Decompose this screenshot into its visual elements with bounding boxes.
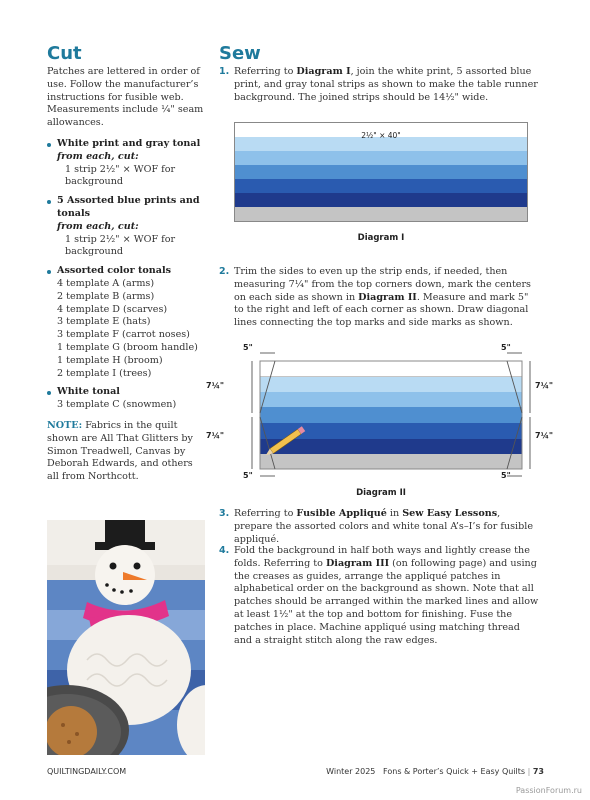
- cut-group-white: [47, 138, 207, 189]
- cut-line: 1 strip 2½" × WOF for background: [65, 233, 176, 258]
- step-4: [219, 545, 539, 647]
- watermark: PassionForum.ru: [515, 786, 582, 795]
- diagram-1-strip: [235, 179, 527, 193]
- cut-group-white-tonal: [47, 386, 207, 412]
- quilt-photo: [47, 520, 205, 755]
- dim-right-lower: 7¼": [535, 431, 554, 440]
- diagram-1-strip: [235, 151, 527, 165]
- dim-left-upper: 7¼": [206, 381, 225, 390]
- dim-right-upper: 7¼": [535, 381, 554, 390]
- step-number: 4.: [219, 545, 230, 556]
- cut-line: 2 template I (trees): [57, 367, 152, 379]
- dim-top-left: 5": [243, 343, 253, 352]
- cut-line: 4 template D (scarves): [57, 303, 168, 315]
- step-ref: Diagram I: [296, 66, 351, 77]
- dim-left-lower: 7¼": [206, 431, 225, 440]
- step-text: in: [386, 508, 403, 519]
- cut-line: 2 template B (arms): [57, 290, 155, 302]
- step-text: , prepare the assorted colors and white tonal A’s–I’s for fusible appliqué.: [234, 508, 533, 545]
- step-3: [219, 508, 539, 546]
- cut-line: 3 template E (hats): [57, 316, 151, 328]
- diagram-1-strip: [235, 207, 527, 221]
- step-text: Referring to: [234, 508, 297, 519]
- cut-group-sub: from each, cut:: [57, 150, 139, 162]
- step-number: 2.: [219, 266, 230, 277]
- footer-site: QUILTINGDAILY.COM: [47, 767, 127, 776]
- cut-group-blue: [47, 195, 207, 259]
- footer-page-number: 73: [532, 767, 544, 776]
- fabric-note: [47, 420, 207, 484]
- footer-magazine: Fons & Porter’s Quick + Easy Quilts: [383, 767, 526, 776]
- cut-line: 1 template H (broom): [57, 354, 163, 366]
- diagram-1-strips: [234, 137, 528, 222]
- cut-group-title: White tonal: [57, 386, 120, 398]
- cut-line: 1 strip 2½" × WOF for background: [65, 163, 176, 188]
- step-number: 3.: [219, 508, 230, 519]
- step-text: . Measure and mark 5" to the right and left of each corner as shown. Draw diagonal lines connecting the top marks and side marks as shown.: [234, 291, 529, 329]
- dim-top-right: 5": [501, 343, 511, 352]
- diagram-1-top-strip: [234, 122, 528, 140]
- cut-line: 1 template G (broom handle): [57, 341, 198, 353]
- step-text: , join the white print, 5 assorted blue print, and gray tonal strips as shown to make the table runner background. The joined strips should be 14½" wide.: [234, 66, 538, 103]
- step-number: 1.: [219, 66, 230, 77]
- bullet-icon: [47, 143, 51, 147]
- step-text: Referring to: [234, 66, 297, 77]
- diagram-2: [206, 343, 554, 483]
- step-text: Fold the background in half both ways and lightly crease the folds. Referring to: [234, 545, 530, 569]
- cut-group-title: 5 Assorted blue prints and tonals: [57, 195, 200, 219]
- diagram-1-strip: [235, 165, 527, 179]
- cut-group-title: White print and gray tonal: [57, 137, 201, 149]
- diagram-1: [234, 122, 528, 222]
- cut-line: 3 template C (snowmen): [57, 399, 177, 411]
- cut-heading: Cut: [47, 43, 82, 64]
- footer-issue: Winter 2025: [326, 767, 376, 776]
- footer-right: [326, 767, 544, 776]
- cut-group-color: [47, 265, 207, 380]
- step-text: Trim the sides to even up the strip ends, if needed, then measuring 7¼" from the top corners down, mark the centers on each side as shown in: [234, 266, 531, 303]
- cut-intro: Patches are lettered in order of use. Follow the manufacturer’s instructions for fusible web. Measurements include ¼" seam allowances.: [47, 66, 204, 129]
- footer-divider: |: [527, 767, 531, 776]
- step-ref: Diagram II: [358, 291, 417, 303]
- cut-section: [47, 66, 207, 412]
- dim-bottom-right: 5": [501, 471, 511, 480]
- step-2: [219, 266, 539, 330]
- step-1: [219, 66, 539, 104]
- cut-group-title: Assorted color tonals: [57, 265, 172, 277]
- sew-heading: Sew: [219, 43, 261, 64]
- cut-line: 4 template A (arms): [57, 277, 155, 289]
- diagram-2-caption: Diagram II: [356, 488, 406, 498]
- diagram-1-caption: Diagram I: [357, 233, 405, 243]
- note-text: Fabrics in the quilt shown are All That Glitters by Simon Treadwell, Canvas by Deborah Edwards, and others all from Northcott.: [47, 420, 193, 483]
- diagram-1-strip: [235, 193, 527, 207]
- step-ref: Sew Easy Lessons: [402, 508, 498, 519]
- bullet-icon: [47, 391, 51, 395]
- diagram-1-dimension: 2½" × 40": [361, 131, 401, 140]
- diagram-2-drawing: [230, 343, 550, 483]
- cut-line: 3 template F (carrot noses): [57, 329, 190, 341]
- bullet-icon: [47, 200, 51, 204]
- cut-group-sub: from each, cut:: [57, 220, 139, 232]
- dim-bottom-left: 5": [243, 471, 253, 480]
- step-ref: Fusible Appliqué: [296, 508, 387, 519]
- step-ref: Diagram III: [325, 557, 390, 569]
- bullet-icon: [47, 270, 51, 274]
- step-text: (on following page) and using the creases as guides, arrange the appliqué patches in alphabetical order on the background as shown. Note that all patches should be arranged within the marked lines and allow at least 1½" at the top and bottom for finishing. Fuse the patches in place. Machine appliqué using matching thread and a straight stitch along the raw edges.: [234, 557, 539, 646]
- note-label: NOTE:: [47, 420, 83, 431]
